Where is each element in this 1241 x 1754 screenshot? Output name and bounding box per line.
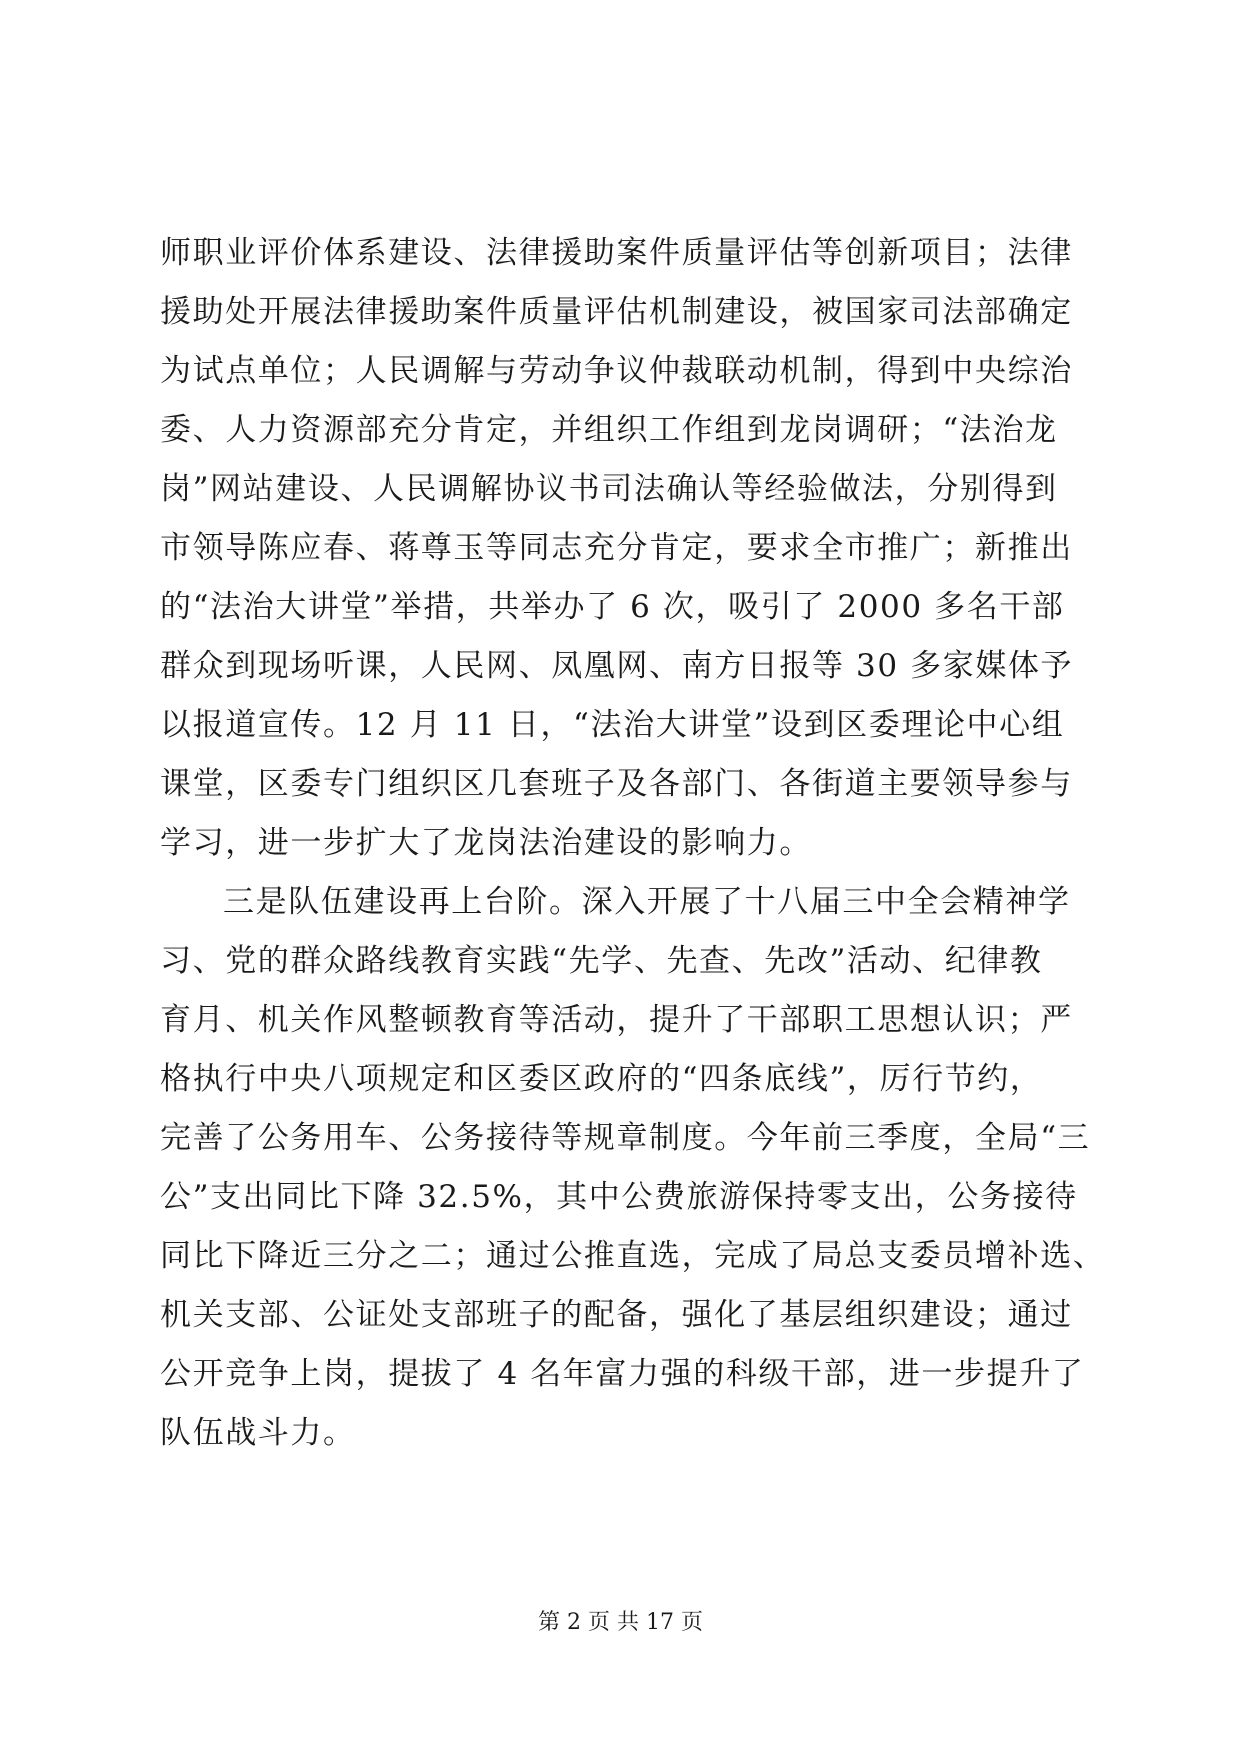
text-line: 学习，进一步扩大了龙岗法治建设的影响力。: [160, 825, 812, 861]
text-line: 市领导陈应春、蒋尊玉等同志充分肯定，要求全市推广；新推出: [160, 530, 1073, 566]
text-line: 习、党的群众路线教育实践“先学、先查、先改”活动、纪律教: [160, 943, 1043, 979]
text-line: 委、人力资源部充分肯定，并组织工作组到龙岗调研；“法治龙: [160, 412, 1058, 448]
text-line: 完善了公务用车、公务接待等规章制度。今年前三季度，全局“三: [160, 1120, 1091, 1156]
text-line: 同比下降近三分之二；通过公推直选，完成了局总支委员增补选、: [160, 1238, 1106, 1274]
text-line: 的“法治大讲堂”举措，共举办了 6 次，吸引了 2000 多名干部: [160, 589, 1065, 625]
text-line: 以报道宣传。12 月 11 日，“法治大讲堂”设到区委理论中心组: [160, 707, 1065, 743]
text-line: 格执行中央八项规定和区委区政府的“四条底线”，厉行节约，: [160, 1061, 1043, 1097]
text-line: 队伍战斗力。: [160, 1415, 356, 1451]
text-line: 岗”网站建设、人民调解协议书司法确认等经验做法，分别得到: [160, 471, 1058, 507]
text-line: 群众到现场听课，人民网、凤凰网、南方日报等 30 多家媒体予: [160, 648, 1074, 684]
text-line: 课堂，区委专门组织区几套班子及各部门、各街道主要领导参与: [160, 766, 1073, 802]
paragraph-start-line: 三是队伍建设再上台阶。深入开展了十八届三中全会精神学: [223, 884, 1071, 920]
text-line: 为试点单位；人民调解与劳动争议仲裁联动机制，得到中央综治: [160, 353, 1073, 389]
text-line: 公开竞争上岗，提拔了 4 名年富力强的科级干部，进一步提升了: [160, 1356, 1085, 1392]
text-line: 师职业评价体系建设、法律援助案件质量评估等创新项目；法律: [160, 235, 1073, 271]
page-footer: 第 2 页 共 17 页: [538, 1610, 703, 1635]
text-line: 公”支出同比下降 32.5%，其中公费旅游保持零支出，公务接待: [160, 1179, 1078, 1215]
text-line: 援助处开展法律援助案件质量评估机制建设，被国家司法部确定: [160, 294, 1073, 330]
text-line: 机关支部、公证处支部班子的配备，强化了基层组织建设；通过: [160, 1297, 1073, 1333]
text-line: 育月、机关作风整顿教育等活动，提升了干部职工思想认识；严: [160, 1002, 1073, 1038]
